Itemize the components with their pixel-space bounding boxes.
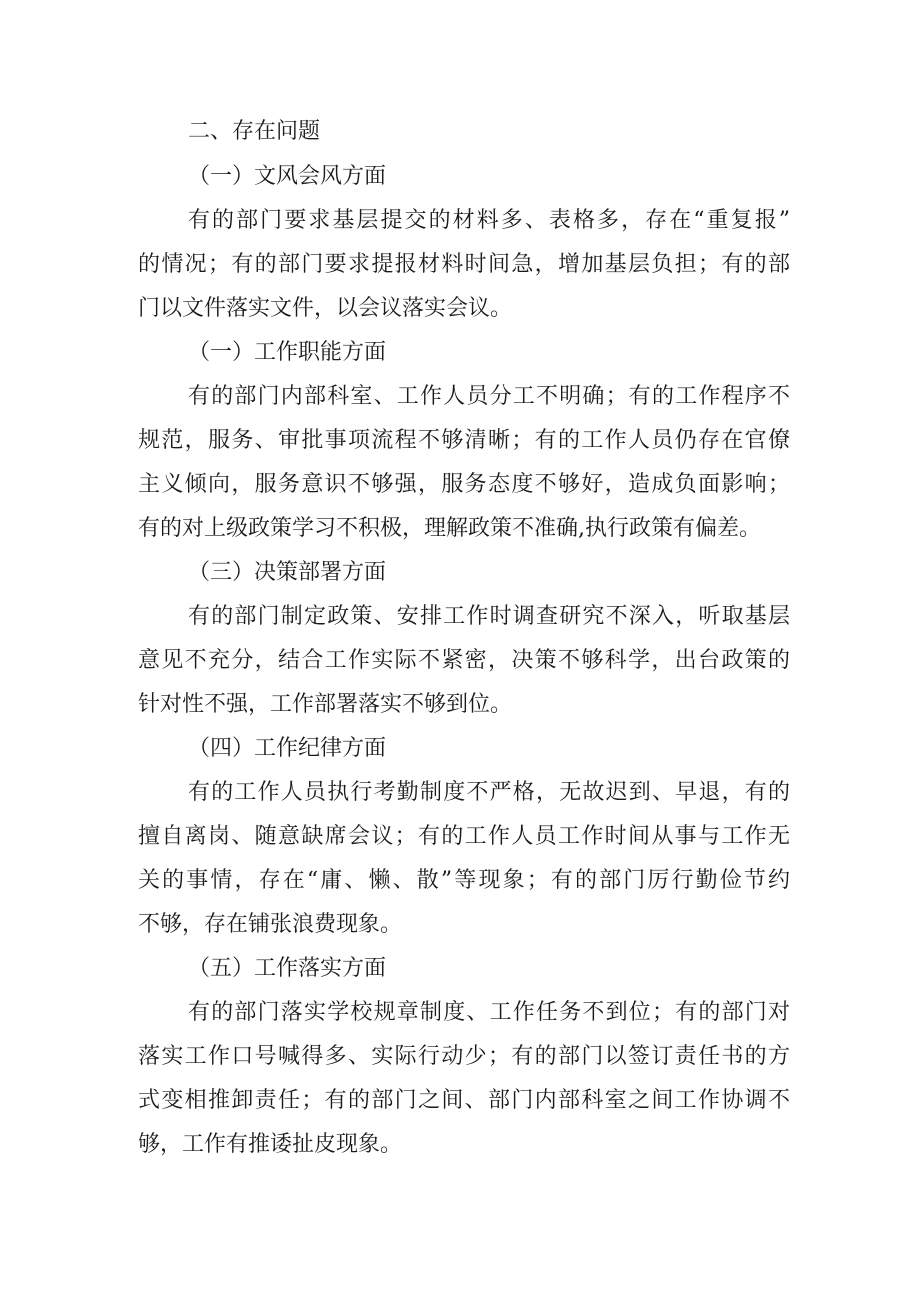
subsection-heading: （三）决策部署方面 xyxy=(188,560,387,585)
paragraph-line: 有的部门落实学校规章制度、工作任务不到位；有的部门对 xyxy=(188,1000,790,1025)
paragraph-line: 主义倾向，服务意识不够强，服务态度不够好，造成负面影响； xyxy=(138,472,790,497)
paragraph-line: 有的部门要求基层提交的材料多、表格多，存在“重复报” xyxy=(188,208,790,233)
subsection-heading: （一）文风会风方面 xyxy=(188,164,387,189)
subsection-heading: （四）工作纪律方面 xyxy=(188,736,387,761)
paragraph-line: 有的工作人员执行考勤制度不严格，无故迟到、早退，有的 xyxy=(188,780,790,805)
paragraph-line: 规范，服务、审批事项流程不够清晰；有的工作人员仍存在官僚 xyxy=(138,428,790,453)
paragraph-line: 有的部门内部科室、工作人员分工不明确；有的工作程序不 xyxy=(188,384,790,409)
paragraph-line: 意见不充分，结合工作实际不紧密，决策不够科学，出台政策的 xyxy=(138,648,790,673)
paragraph-line: 有的部门制定政策、安排工作时调查研究不深入，听取基层 xyxy=(188,604,790,629)
section-title: 二、存在问题 xyxy=(188,119,321,144)
paragraph-line: 落实工作口号喊得多、实际行动少；有的部门以签订责任书的方 xyxy=(138,1044,790,1069)
paragraph-line: 的情况；有的部门要求提报材料时间急，增加基层负担；有的部 xyxy=(138,252,790,277)
paragraph-line: 不够，存在铺张浪费现象。 xyxy=(138,912,403,937)
paragraph-line: 门以文件落实文件，以会议落实会议。 xyxy=(138,296,513,321)
paragraph-line: 式变相推卸责任；有的部门之间、部门内部科室之间工作协调不 xyxy=(138,1088,790,1113)
paragraph-line: 关的事情，存在“庸、懒、散”等现象；有的部门厉行勤俭节约 xyxy=(138,868,790,893)
paragraph-line: 针对性不强，工作部署落实不够到位。 xyxy=(138,692,513,717)
subsection-heading: （五）工作落实方面 xyxy=(188,956,387,981)
paragraph-line: 有的对上级政策学习不积极，理解政策不准确,执行政策有偏差。 xyxy=(138,516,761,541)
subsection-heading: （一）工作职能方面 xyxy=(188,340,387,365)
paragraph-line: 擅自离岗、随意缺席会议；有的工作人员工作时间从事与工作无 xyxy=(138,824,790,849)
paragraph-line: 够，工作有推诿扯皮现象。 xyxy=(138,1132,403,1157)
